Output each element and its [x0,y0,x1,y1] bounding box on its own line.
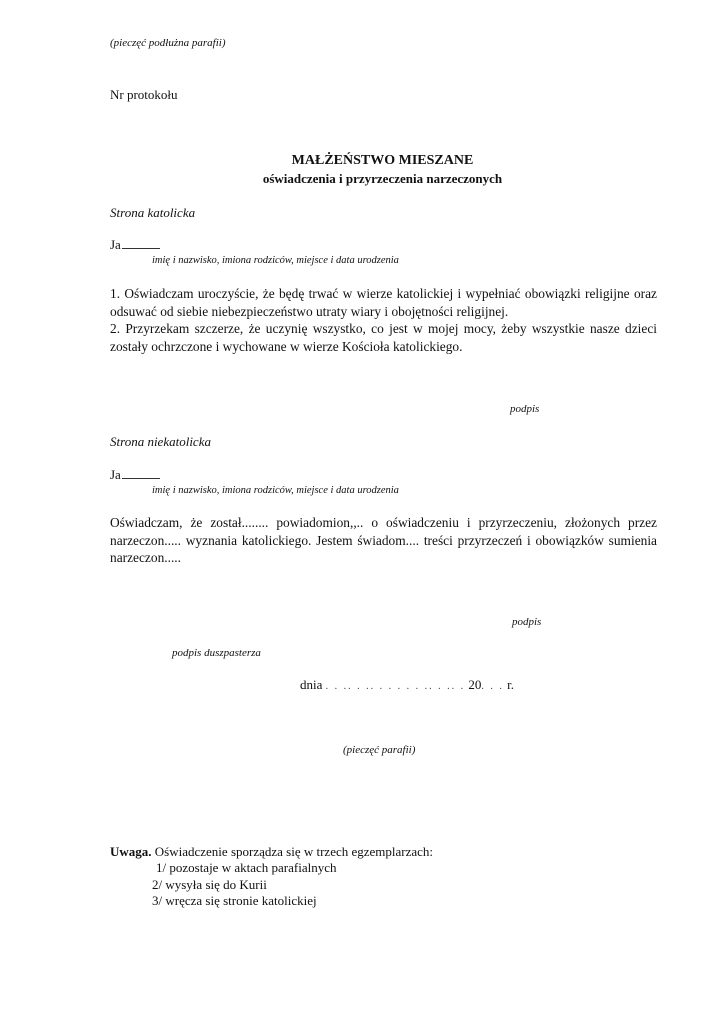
document-subtitle: oświadczenia i przyrzeczenia narzeczonych [262,171,503,186]
catholic-name-blank [122,237,160,249]
catholic-statement-1: 1. Oświadczam uroczyście, że będę trwać w wierze katolickiej i wypełniać obowiązki religijne oraz odsuwać od siebie niebezpieczeństwo utraty wiary i obojętności religijnej. [110,286,657,319]
catholic-name-line [110,237,160,253]
catholic-section-label: Strona katolicka [110,205,196,220]
catholic-name-hint: imię i nazwisko, imiona rodziców, miejsce i data urodzenia [152,255,399,266]
noncatholic-statement: Oświadczam, że został........ powiadomion,,.. o oświadczeniu i przyrzeczeniu, złożonych przez narzeczon..... wyznania katolickiego. Jestem świadom.... treści przyrzeczeń i obowiązków sumienia narzeczon..... [110,515,657,565]
noncatholic-ja-label: Ja [110,467,121,482]
protocol-number-label: Nr protokołu [110,87,178,102]
noncatholic-name-blank [122,467,160,479]
noncatholic-signature-label: podpis [512,616,542,628]
catholic-statement-2: 2. Przyrzekam szczerze, że uczynię wszystko, co jest w mojej mocy, żeby wszystkie nasze dzieci zostały ochrzczone i wychowane w wierze Kościoła katolickiego. [110,321,657,354]
note-item-1: 1/ pozostaje w aktach parafialnych [156,860,337,875]
date-prefix: dnia [300,677,323,692]
catholic-signature-label: podpis [510,403,540,415]
date-suffix: r. [507,677,515,692]
note-label: Uwaga. [110,844,152,859]
pastor-signature-label: podpis duszpasterza [172,647,261,659]
catholic-ja-label: Ja [110,237,121,252]
note-item-3: 3/ wręcza się stronie katolickiej [152,893,317,908]
oblong-stamp-placeholder: (pieczęć podłużna parafii) [110,37,226,49]
document-title: MAŁŻEŃSTWO MIESZANE [291,153,474,168]
noncatholic-name-hint: imię i nazwisko, imiona rodziców, miejsce i data urodzenia [152,485,399,496]
date-day-month-dots: . . .. . .. . . . . . .. . .. . [325,681,466,692]
note-line [110,844,433,860]
noncatholic-section-label: Strona niekatolicka [110,434,211,449]
date-year-prefix: 20 [468,677,482,692]
note-item-2: 2/ wysyła się do Kurii [152,877,267,892]
date-year-dots: . . . [481,681,504,692]
noncatholic-name-line [110,467,160,483]
parish-stamp-placeholder: (pieczęć parafii) [343,744,416,756]
note-text: Oświadczenie sporządza się w trzech egzemplarzach: [154,844,434,859]
date-line [300,677,514,693]
